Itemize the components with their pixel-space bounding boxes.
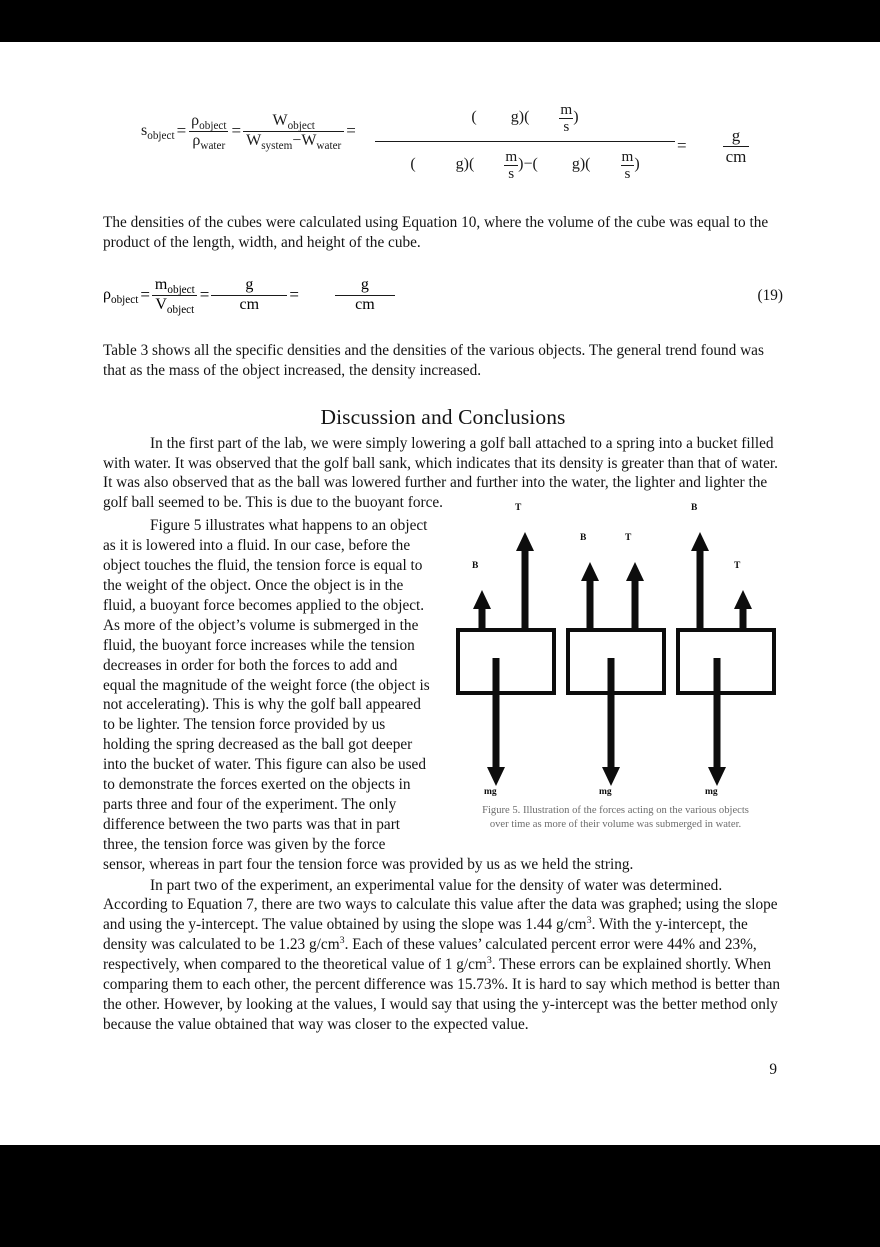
document-page: [0, 42, 880, 1145]
part-two-text-3: . Each of these values’ calculated percent error were 44% and 23%, respectively, when compared to the theoretical value of 1 g/cm: [103, 936, 757, 974]
superscript-cubed-1: 3: [586, 915, 592, 927]
letterbox-bottom-bar: [0, 1145, 880, 1247]
buoyant-arrow-head: [691, 532, 709, 551]
weight-arrow-head: [708, 767, 726, 786]
eq19-equals-3: =: [289, 285, 299, 305]
diagram-1-weight-label: mg: [484, 787, 497, 798]
section-heading-discussion: Discussion and Conclusions: [320, 404, 566, 429]
part-two-text-1: In part two of the experiment, an experimental value for the density of water was determined. According to Equation 7, there are two ways to calculate this value after the data was graphed; using the slope and using the y-intercept. The value obtained by using the slope was 1.44 g/cm: [103, 876, 778, 934]
letterbox-top-bar: [0, 0, 880, 42]
tension-arrow-head: [626, 562, 644, 581]
diagram-2-buoyant-label: B: [580, 533, 587, 544]
diagram-2-svg: [563, 518, 668, 803]
eq18-big-fraction: [375, 97, 675, 186]
diagram-3-svg: [673, 518, 778, 803]
part-two-text-2: . With the y-intercept, the density was calculated to be 1.23 g/cm: [103, 916, 748, 954]
diagram-3-buoyant-label: B: [691, 503, 698, 514]
paragraph-cube-densities: The densities of the cubes were calculated using Equation 10, where the volume of the cube was equal to the product of the length, width, and height of the cube.: [103, 214, 769, 251]
eq18-weight-ratio: $\frac{W_{object}}{W_{system}-W_{water}}$: [243, 113, 344, 150]
diagram-3-tension-label: T: [734, 561, 741, 572]
eq18-equals-2: =: [231, 121, 242, 141]
eq18-lhs: $s_{object}$: [141, 122, 175, 143]
eq18-denominator: ( g)( $\frac{m}{s}$ )−( g)( $\frac{m}{s}$ ): [410, 148, 640, 182]
eq19-equals-2: =: [199, 285, 210, 305]
page-number: 9: [769, 1061, 777, 1078]
free-body-diagram-group: [448, 503, 783, 803]
diagram-1-buoyant-label: B: [472, 561, 479, 572]
diagram-2-weight-label: mg: [599, 787, 612, 798]
tension-arrow-head: [734, 590, 752, 609]
paragraph-part-two: [103, 876, 783, 1035]
paragraph-figure5-discussion: Figure 5 illustrates what happens to an object as it is lowered into a fluid. In our case, before the object touches the fluid, the tension force is equal to the weight of the object. Once the object is in the fluid, a buoyant force becomes applied to the object. As more of the object’s volume is submerged in the fluid, the buoyant force increases while the tension decreases in order for both the forces to add and equal the magnitude of the weight force (the object is not accelerating). This is why the golf ball appeared to be lighter. The tension force provided by us holding the spring decreased as the ball got deeper into the bucket of water. This figure can also be used to demonstrate the forces exerted on the objects in parts three and four of the experiment. The only difference between the two parts was that in part three, the tension force was given by the force sensor, whereas in part four the tension force was provided by us as we held the string.: [103, 517, 634, 873]
superscript-cubed-3: 3: [486, 955, 492, 967]
eq19-mass-volume: $\frac{m_{object}}{V_{object}}$: [152, 277, 198, 314]
eq19-middle-term: $\frac{g}{cm}$: [211, 277, 287, 314]
paragraph-first-part: In the first part of the lab, we were simply lowering a golf ball attached to a spring into a bucket filled with water. It was observed that the golf ball sank, which indicates that its density is greater than that of water. It was also observed that as the ball was lowered further and further into the water, the lighter and lighter the golf ball seemed to be. This is due to the buoyant force.: [103, 434, 779, 512]
eq18-equals-3: =: [346, 121, 356, 141]
eq18-numerator: ( g)( $\frac{m}{s}$ ): [471, 101, 579, 135]
weight-arrow-head: [487, 767, 505, 786]
paragraph-table3: Table 3 shows all the specific densities and the densities of the various objects. The general trend found was that as the mass of the object increased, the density increased.: [103, 341, 764, 379]
equation-19: [103, 269, 783, 325]
diagram-2-tension-label: T: [625, 533, 632, 544]
eq18-equals-1: =: [176, 121, 187, 141]
object-box: [678, 630, 774, 693]
free-body-diagram-1: [453, 503, 558, 803]
object-box: [568, 630, 664, 693]
diagram-1-svg: [453, 518, 558, 803]
diagram-1-tension-label: T: [515, 503, 522, 514]
free-body-diagram-2: [563, 518, 668, 803]
buoyant-arrow-head: [581, 562, 599, 581]
equation-18: [103, 97, 783, 189]
equation-19-number: (19): [757, 286, 783, 304]
tension-arrow-head: [516, 532, 534, 551]
figure-and-text-block: [103, 503, 783, 874]
page-content: [103, 97, 783, 1035]
free-body-diagram-3: [673, 503, 778, 803]
figure-5-caption: [448, 804, 783, 831]
figure-5: [448, 503, 783, 831]
eq18-density-ratio: $\frac{\rho_{object}}{\rho_{water}}$: [191, 112, 227, 152]
superscript-cubed-2: 3: [339, 935, 345, 947]
eq18-result: $\frac{g}{cm}$: [723, 127, 750, 166]
eq19-lhs: $\rho_{object}$: [103, 286, 139, 307]
diagram-3-weight-label: mg: [705, 787, 718, 798]
eq18-equals-4: =: [677, 136, 687, 156]
weight-arrow-head: [602, 767, 620, 786]
part-two-text-4: . These errors can be explained shortly. When comparing them to each other, the percent difference was 15.73%. It is hard to say which method is better than the other. However, by looking at the values, I would say that using the y-intercept was the better method only because the value obtained that way was closer to the expected value.: [103, 956, 781, 1033]
object-box: [458, 630, 554, 693]
figure-caption-line-2: over time as more of their volume was submerged in water.: [489, 818, 742, 830]
figure-caption-line-1: Figure 5. Illustration of the forces acting on the various objects: [482, 805, 749, 817]
buoyant-arrow-head: [473, 590, 491, 609]
eq19-equals-1: =: [140, 285, 150, 305]
eq19-result: $\frac{g}{cm}$: [335, 277, 395, 314]
